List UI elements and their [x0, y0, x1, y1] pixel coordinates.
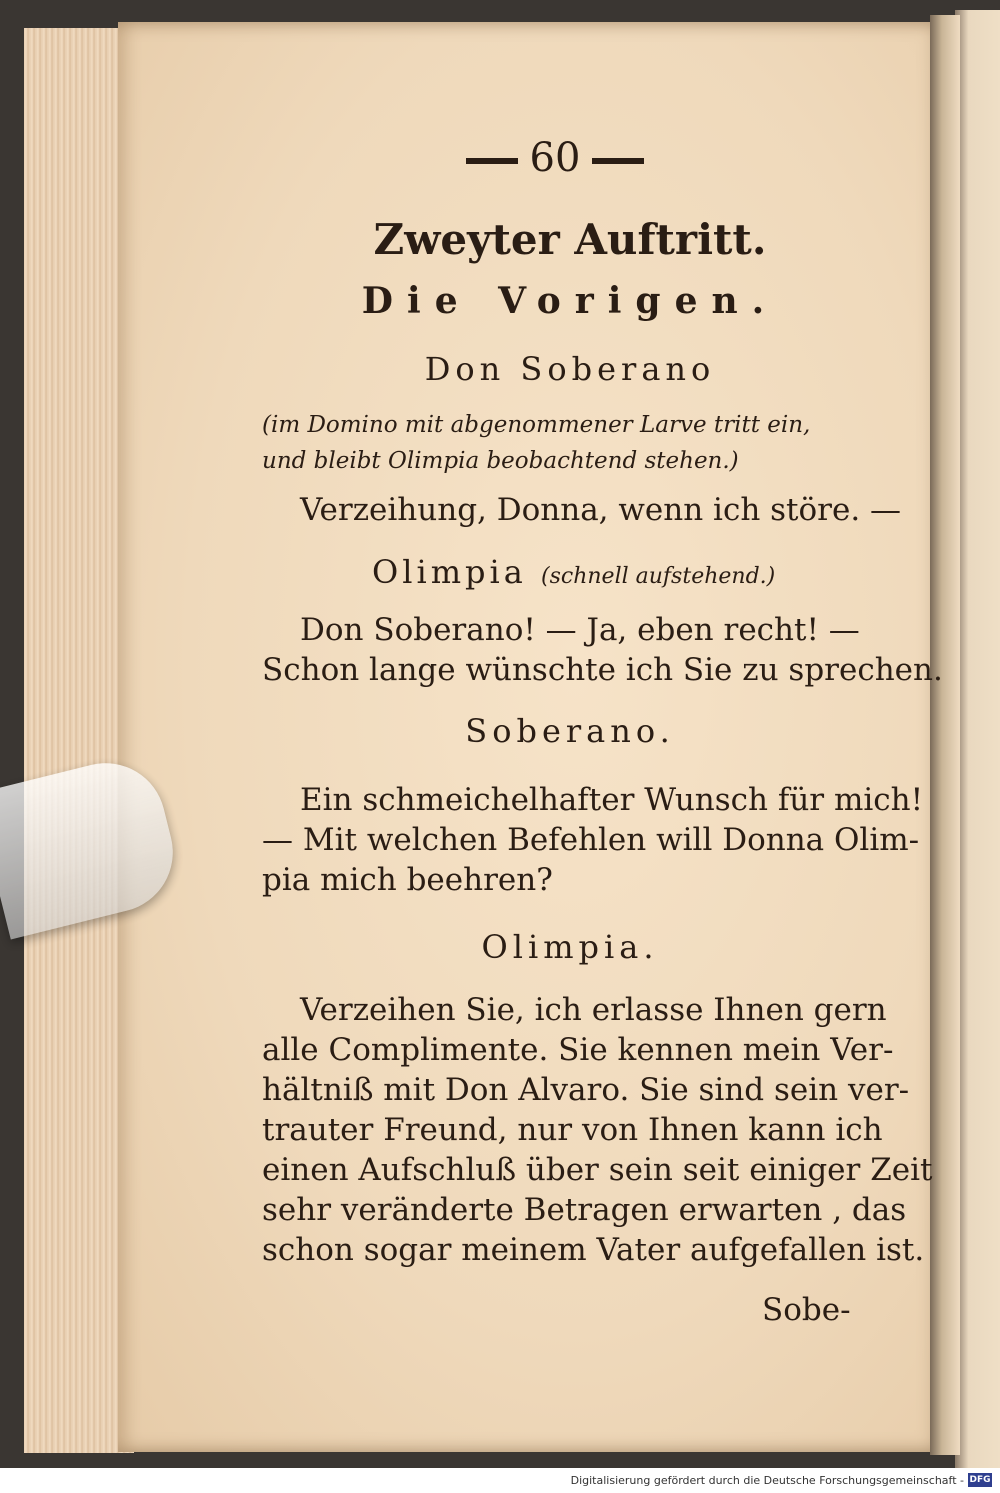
dialogue-line: Ein schmeichelhafter Wunsch für mich! — [300, 782, 924, 818]
page-number: 60 — [450, 135, 660, 181]
speaker-don-soberano: Don Soberano — [424, 350, 716, 388]
paragraph-line: schon sogar meinem Vater aufgefallen ist. — [262, 1232, 925, 1268]
dash-right — [592, 158, 644, 164]
paragraph-line: alle Complimente. Sie kennen mein Ver- — [262, 1032, 894, 1068]
paragraph-line: sehr veränderte Betragen erwarten , das — [262, 1192, 907, 1228]
stage-direction-1a: (im Domino mit abgenommener Larve tritt ein, — [262, 412, 811, 438]
paragraph-line: Verzeihen Sie, ich erlasse Ihnen gern — [300, 992, 887, 1028]
paragraph-line: hältniß mit Don Alvaro. Sie sind sein ver- — [262, 1072, 910, 1108]
speaker-soberano: Soberano. — [465, 712, 675, 750]
dialogue-line: Schon lange wünschte ich Sie zu sprechen. — [262, 652, 943, 688]
dialogue-line: — Mit welchen Befehlen will Donna Olim- — [262, 822, 920, 858]
speaker-olimpia-2: Olimpia. — [481, 928, 659, 966]
footer-bar — [0, 1468, 1000, 1493]
dfg-logo-icon: DFG — [969, 1475, 991, 1485]
footer-credit: Digitalisierung gefördert durch die Deutsche Forschungsgemeinschaft - — [570, 1474, 964, 1487]
dialogue-line: Verzeihung, Donna, wenn ich störe. — — [300, 492, 902, 528]
catchword: Sobe- — [762, 1292, 851, 1328]
scene-title: Zweyter Auftritt. — [373, 215, 767, 264]
dialogue-line: pia mich beehren? — [262, 862, 553, 898]
cast-heading: Die Vorigen. — [361, 280, 779, 322]
speaker-olimpia: Olimpia (schnell aufstehend.) — [372, 553, 776, 591]
dialogue-line: Don Soberano! — Ja, eben recht! — — [300, 612, 860, 648]
paragraph-line: trauter Freund, nur von Ihnen kann ich — [262, 1112, 883, 1148]
stage-direction-1b: und bleibt Olimpia beobachtend stehen.) — [262, 448, 739, 474]
paragraph-line: einen Aufschluß über sein seit einiger Zeit — [262, 1152, 933, 1188]
dash-left — [466, 158, 518, 164]
